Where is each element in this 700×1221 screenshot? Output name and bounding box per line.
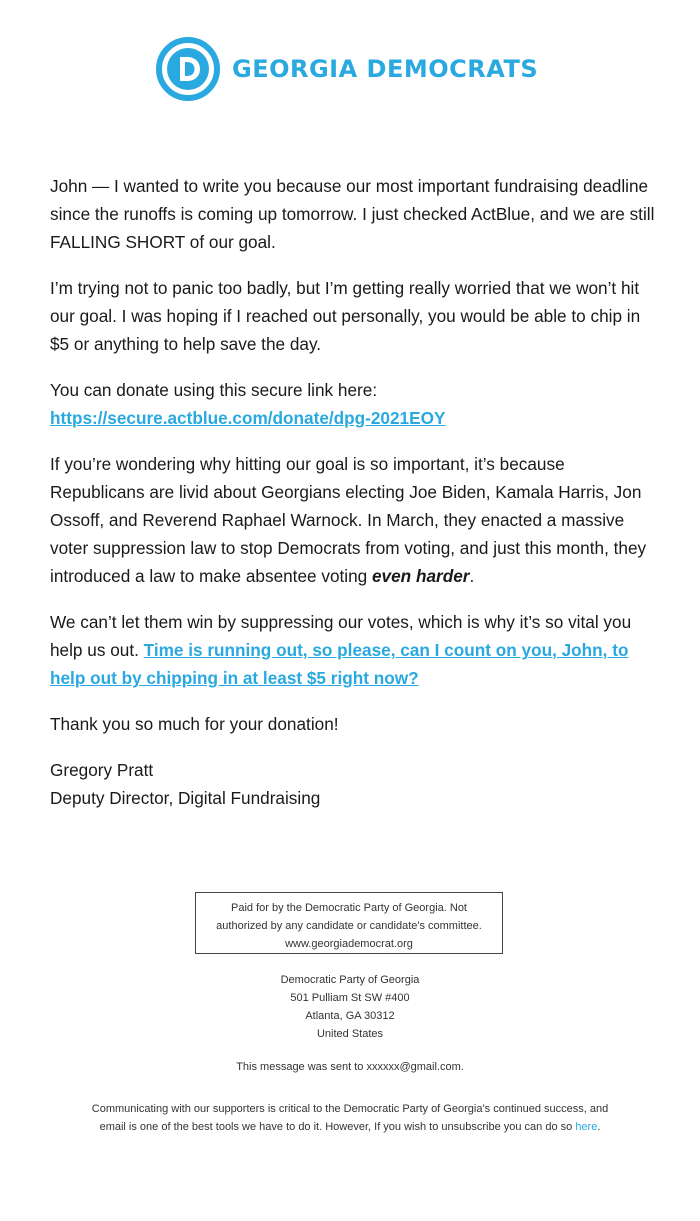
address-city: Atlanta, GA 30312: [305, 1010, 395, 1022]
paragraph-worried: I’m trying not to panic too badly, but I’m getting really worried that we won’t hit our goal. I was hoping if I reached out personally, you would be able to chip in $5 or anything to help save the day.: [50, 278, 641, 354]
sent-to-suffix: .: [460, 1061, 464, 1073]
signature: [50, 756, 660, 812]
unsubscribe-end: .: [597, 1121, 601, 1133]
cta-text: We can’t let them win by suppressing our votes, which is why it’s so vital you help us out.: [50, 612, 632, 660]
disclaimer-line: Paid for by the Democratic Party of Georgia. Not: [231, 902, 467, 914]
signature-title: Deputy Director, Digital Fundraising: [50, 788, 321, 808]
unsubscribe-notice: [90, 1100, 610, 1136]
democrat-d-logo-icon: [156, 37, 220, 101]
donate-link-intro: You can donate using this secure link here:: [50, 380, 378, 400]
signature-name: Gregory Pratt: [50, 760, 154, 780]
recipient-email: xxxxxx@gmail.com: [366, 1061, 461, 1073]
address-country: United States: [316, 1028, 384, 1040]
mailing-address: [0, 971, 700, 1043]
paragraph-thanks: Thank you so much for your donation!: [50, 714, 339, 734]
email-body: [50, 172, 660, 830]
address-street: 501 Pulliam St SW #400: [290, 992, 410, 1004]
disclaimer-line: authorized by any candidate or candidate's committee.: [216, 920, 482, 932]
unsubscribe-text: Communicating with our supporters is critical to the Democratic Party of Georgia’s continued success, and email is one of the best tools we have to do it. However, If you wish to unsubscribe you can do so: [91, 1103, 609, 1133]
why-text-end: .: [469, 566, 475, 586]
address-org: Democratic Party of Georgia: [280, 974, 420, 986]
sent-to-prefix: This message was sent to: [236, 1061, 367, 1073]
brand-name: GEORGIA DEMOCRATS: [232, 55, 539, 83]
georgia-democrats-logo[interactable]: [156, 36, 538, 102]
actblue-donate-link[interactable]: https://secure.actblue.com/donate/dpg-2021EOY: [50, 408, 446, 428]
unsubscribe-link[interactable]: here: [575, 1121, 598, 1133]
even-harder-emphasis: even harder: [372, 566, 470, 586]
paragraph-why: [50, 450, 660, 590]
paragraph-donate-link: [50, 376, 660, 432]
paid-for-disclaimer: [195, 892, 503, 954]
why-text: If you’re wondering why hitting our goal is so important, it’s because Republicans are livid about Georgians electing Joe Biden, Kamala Harris, Jon Ossoff, and Reverend Raphael Warnock. In March, they enacted a massive voter suppression law to stop Democrats from voting, and just this month, they introduced a law to make absentee voting: [50, 454, 647, 586]
paragraph-call-to-action: [50, 608, 660, 692]
disclaimer-website: www.georgiademocrat.org: [285, 938, 413, 950]
email-header: [0, 32, 700, 104]
chip-in-link[interactable]: Time is running out, so please, can I count on you, John, to help out by chipping in at least $5 right now?: [50, 640, 629, 688]
sent-to-notice: [0, 1058, 700, 1076]
paragraph-intro: John — I wanted to write you because our most important fundraising deadline since the runoffs is coming up tomorrow. I just checked ActBlue, and we are still FALLING SHORT of our goal.: [50, 176, 655, 252]
